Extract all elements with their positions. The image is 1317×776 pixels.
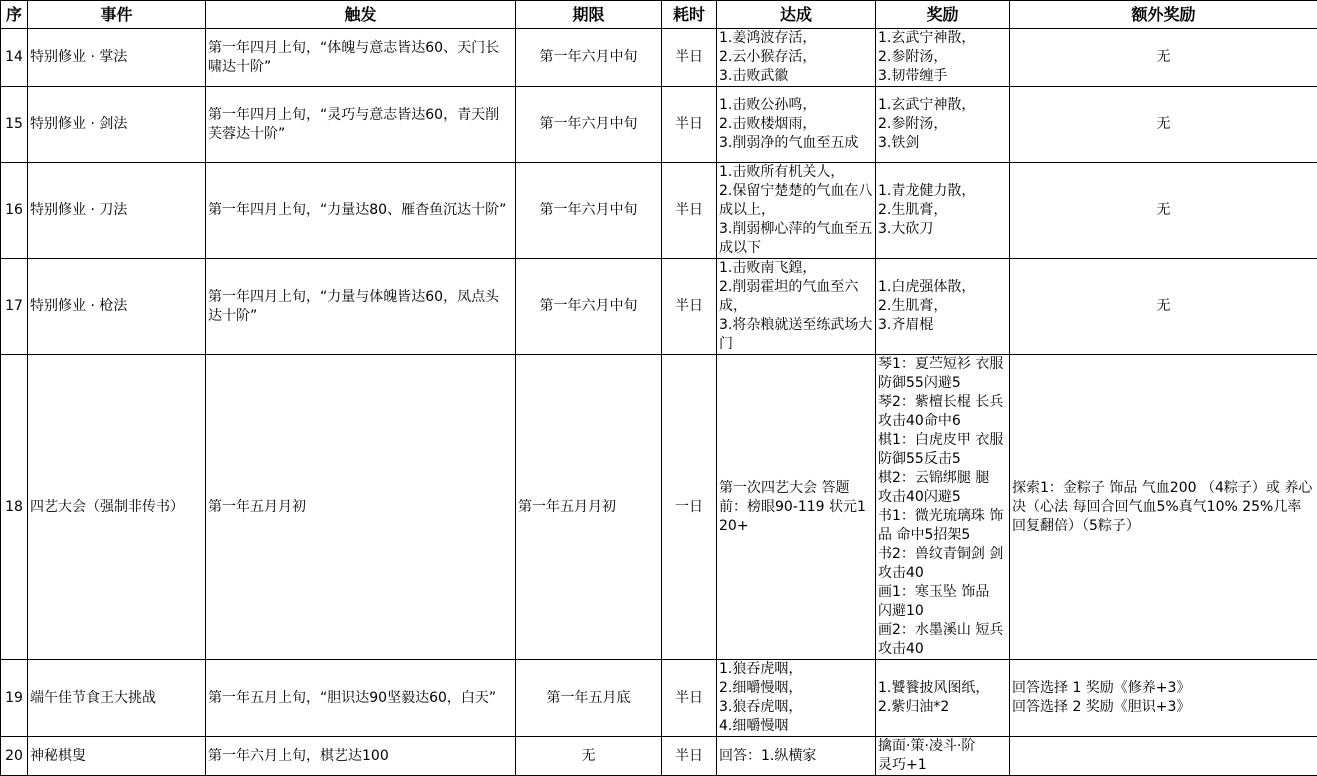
cell-time: 半日 [662,29,717,87]
cell-no: 18 [1,355,28,660]
cell-trigger: 第一年四月上旬，“体魄与意志皆达60、天门长啸达十阶” [206,29,516,87]
table-row [1,737,1317,776]
cell-reward: 1.饕餮披风图纸， 2.紫归油*2 [876,660,1010,737]
cell-event: 端午佳节食王大挑战 [28,660,206,737]
cell-reward: 擒面·策·凌斗·阶 灵巧+1 [876,737,1010,776]
cell-reward: 琴1：夏苎短衫 衣服 防御55闪避5 琴2：紫檀长棍 长兵 攻击40命中6 棋1：白虎皮甲 衣服 防御55反击5 棋2：云锦绑腿 腿 攻击40闪避5 书1：微光琉璃珠 饰品 命中5招架5 书2：兽纹青铜剑 剑 攻击40 画1：寒玉坠 饰品 闪避10 画2：水墨溪山 短兵 攻击40 [876,355,1010,660]
cell-extra [1010,737,1317,776]
cell-no: 17 [1,259,28,355]
cell-reward: 1.玄武宁神散， 2.参附汤， 3.铁剑 [876,87,1010,163]
cell-trigger: 第一年五月上旬，“胆识达90坚毅达60，白天” [206,660,516,737]
cell-time: 一日 [662,355,717,660]
col-header-achieve: 达成 [717,1,876,29]
cell-no: 14 [1,29,28,87]
col-header-extra: 额外奖励 [1010,1,1317,29]
cell-event: 特别修业 · 剑法 [28,87,206,163]
header-row [1,1,1317,29]
table-row [1,259,1317,355]
col-header-no: 序 [1,1,28,29]
col-header-time: 耗时 [662,1,717,29]
cell-event: 特别修业 · 掌法 [28,29,206,87]
cell-trigger: 第一年四月上旬，“力量与体魄皆达60，凤点头达十阶” [206,259,516,355]
cell-time: 半日 [662,737,717,776]
cell-deadline: 无 [516,737,662,776]
cell-time: 半日 [662,259,717,355]
cell-event: 四艺大会（强制非传书） [28,355,206,660]
cell-trigger: 第一年六月上旬，棋艺达100 [206,737,516,776]
cell-reward: 1.青龙健力散， 2.生肌膏， 3.大砍刀 [876,163,1010,259]
cell-no: 19 [1,660,28,737]
cell-deadline: 第一年六月中旬 [516,259,662,355]
cell-achieve: 1.击败南飞鍠， 2.削弱霍坦的气血至六成， 3.将杂粮就送至练武场大门 [717,259,876,355]
cell-no: 15 [1,87,28,163]
cell-time: 半日 [662,660,717,737]
cell-deadline: 第一年五月底 [516,660,662,737]
cell-extra: 回答选择 1 奖励《修养+3》 回答选择 2 奖励《胆识+3》 [1010,660,1317,737]
cell-event: 特别修业 · 枪法 [28,259,206,355]
cell-trigger: 第一年四月上旬，“力量达80、雁杳鱼沉达十阶” [206,163,516,259]
cell-time: 半日 [662,87,717,163]
cell-time: 半日 [662,163,717,259]
cell-deadline: 第一年五月月初 [516,355,662,660]
cell-no: 20 [1,737,28,776]
cell-reward: 1.玄武宁神散， 2.参附汤， 3.韧带缠手 [876,29,1010,87]
cell-deadline: 第一年六月中旬 [516,163,662,259]
table-row [1,163,1317,259]
cell-deadline: 第一年六月中旬 [516,87,662,163]
table-row [1,660,1317,737]
table-row [1,87,1317,163]
cell-no: 16 [1,163,28,259]
cell-achieve: 1.姜鸿波存活， 2.云小猴存活， 3.击败武徽 [717,29,876,87]
cell-extra: 无 [1010,29,1317,87]
cell-trigger: 第一年四月上旬，“灵巧与意志皆达60，青天削芙蓉达十阶” [206,87,516,163]
cell-extra: 无 [1010,163,1317,259]
cell-reward: 1.白虎强体散， 2.生肌膏， 3.齐眉棍 [876,259,1010,355]
table-row [1,29,1317,87]
cell-event: 特别修业 · 刀法 [28,163,206,259]
cell-extra: 探索1：金粽子 饰品 气血200 （4粽子）或 养心决（心法 每回合回气血5%真气10% 25%几率回复翻倍）（5粽子） [1010,355,1317,660]
cell-extra: 无 [1010,87,1317,163]
cell-extra: 无 [1010,259,1317,355]
col-header-reward: 奖励 [876,1,1010,29]
col-header-deadline: 期限 [516,1,662,29]
col-header-event: 事件 [28,1,206,29]
cell-achieve: 1.击败公孙鸣， 2.击败楼烟雨， 3.削弱净的气血至五成 [717,87,876,163]
cell-achieve: 回答：1.纵横家 [717,737,876,776]
cell-deadline: 第一年六月中旬 [516,29,662,87]
cell-achieve: 1.击败所有机关人， 2.保留宁楚楚的气血在八成以上， 3.削弱柳心萍的气血至五成以下 [717,163,876,259]
cell-achieve: 1.狼吞虎咽， 2.细嚼慢咽， 3.狼吞虎咽， 4.细嚼慢咽 [717,660,876,737]
table-row [1,355,1317,660]
cell-event: 神秘棋叟 [28,737,206,776]
cell-achieve: 第一次四艺大会 答题前：榜眼90-119 状元120+ [717,355,876,660]
cell-trigger: 第一年五月月初 [206,355,516,660]
col-header-trigger: 触发 [206,1,516,29]
